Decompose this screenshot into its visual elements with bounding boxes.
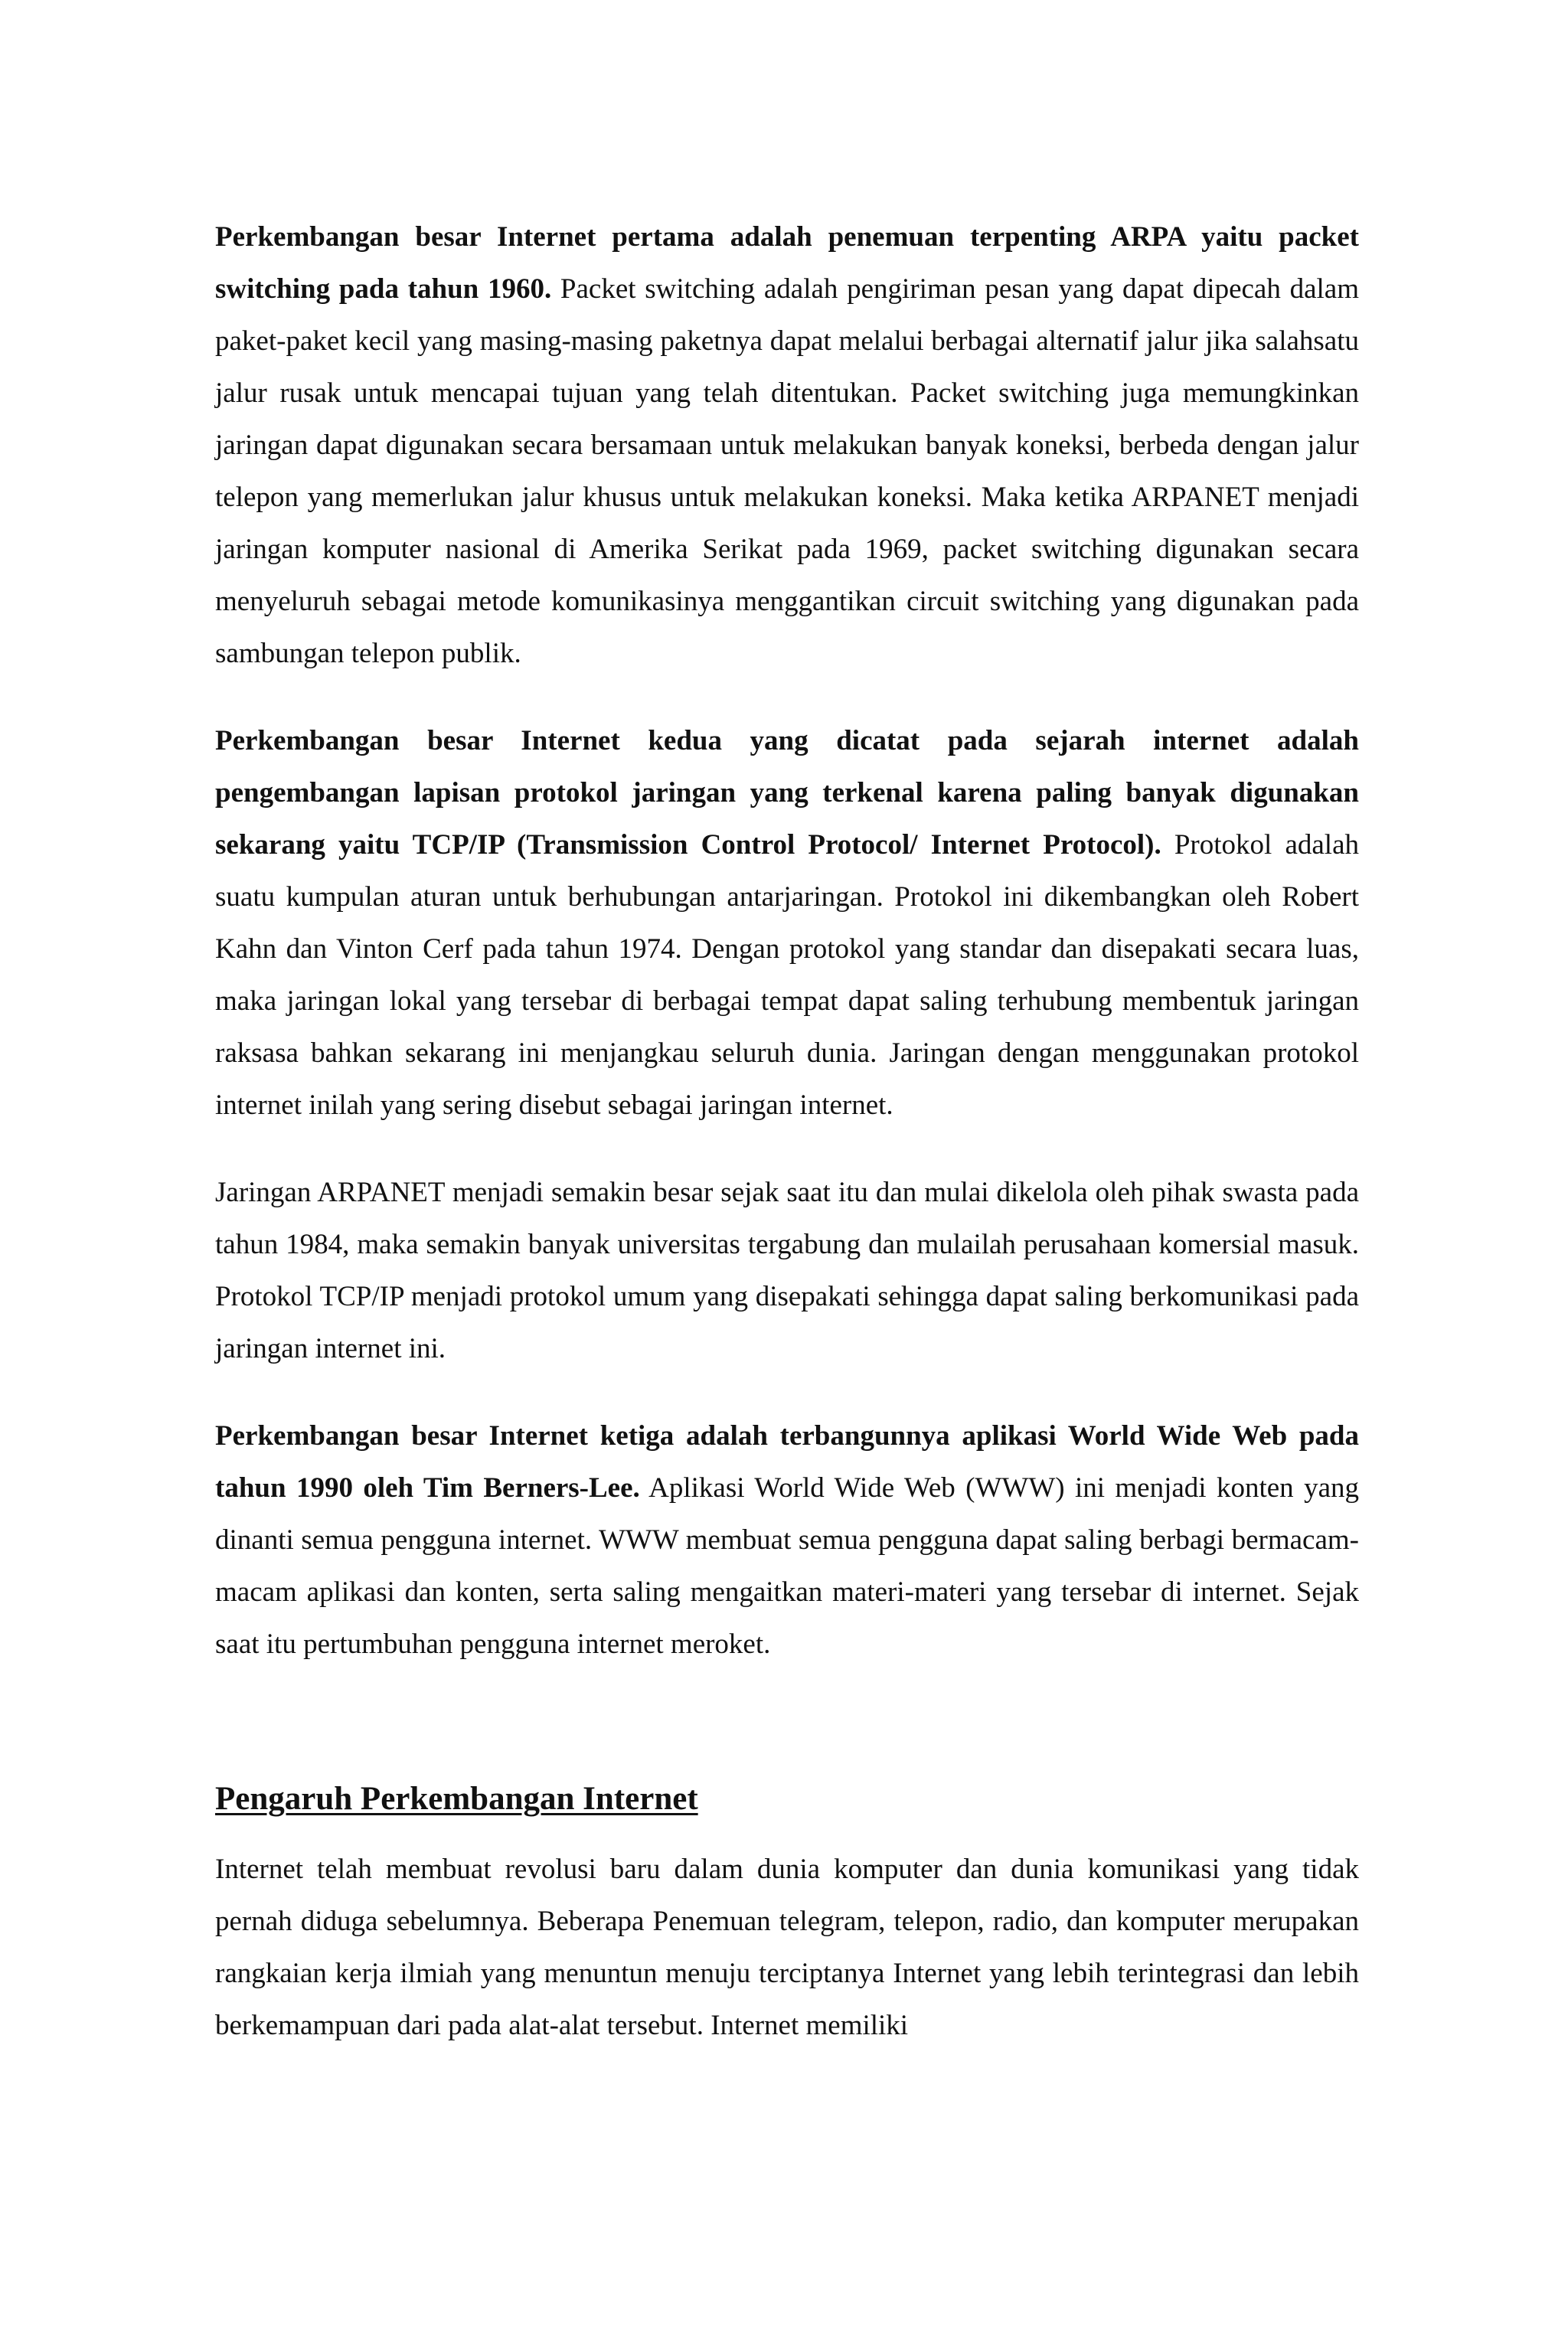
paragraph-body: Packet switching adalah pengiriman pesan yang dapat dipecah dalam paket-paket kecil yang masing-masing paketnya dapat melalui berbagai alternatif jalur jika salahsatu jalur rusak untuk mencapai tujuan yang telah ditentukan. Packet switching juga memungkinkan jaringan dapat digunakan secara bersamaan untuk melakukan banyak koneksi, berbeda dengan jalur telepon yang memerlukan jalur khusus untuk melakukan koneksi. Maka ketika ARPANET menjadi jaringan komputer nasional di Amerika Serikat pada 1969, packet switching digunakan secara menyeluruh sebagai metode komunikasinya menggantikan circuit switching yang digunakan pada sambungan telepon publik. xyxy=(215,273,1359,669)
paragraph-pengaruh-internet xyxy=(215,1844,1359,2052)
section-spacer xyxy=(215,1671,1359,1773)
paragraph-body: Internet telah membuat revolusi baru dalam dunia komputer dan dunia komunikasi yang tidak pernah diduga sebelumnya. Beberapa Penemuan telegram, telepon, radio, dan komputer merupakan rangkaian kerja ilmiah yang menuntun menuju terciptanya Internet yang lebih terintegrasi dan lebih berkemampuan dari pada alat-alat tersebut. Internet memiliki xyxy=(215,1854,1359,2041)
paragraph-lead-bold: Perkembangan besar Internet pertama adalah penemuan terpenting ARPA yaitu packet switching pada tahun 1960. xyxy=(215,221,1359,305)
paragraph-world-wide-web xyxy=(215,1410,1359,1671)
paragraph-packet-switching xyxy=(215,211,1359,680)
section-heading: Pengaruh Perkembangan Internet xyxy=(215,1781,698,1817)
paragraph-body: Jaringan ARPANET menjadi semakin besar sejak saat itu dan mulai dikelola oleh pihak swasta pada tahun 1984, maka semakin banyak universitas tergabung dan mulailah perusahaan komersial masuk. Protokol TCP/IP menjadi protokol umum yang disepakati sehingga dapat saling berkomunikasi pada jaringan internet ini. xyxy=(215,1177,1359,1364)
paragraph-body: Protokol adalah suatu kumpulan aturan untuk berhubungan antarjaringan. Protokol ini dikembangkan oleh Robert Kahn dan Vinton Cerf pada tahun 1974. Dengan protokol yang standar dan disepakati secara luas, maka jaringan lokal yang tersebar di berbagai tempat dapat saling terhubung membentuk jaringan raksasa bahkan sekarang ini menjangkau seluruh dunia. Jaringan dengan menggunakan protokol internet inilah yang sering disebut sebagai jaringan internet. xyxy=(215,829,1359,1121)
paragraph-tcp-ip xyxy=(215,715,1359,1132)
paragraph-arpanet-growth xyxy=(215,1167,1359,1375)
paragraph-lead-bold: Perkembangan besar Internet kedua yang dicatat pada sejarah internet adalah pengembangan lapisan protokol jaringan yang terkenal karena paling banyak digunakan sekarang yaitu TCP/IP (Transmission Control Protocol/ Internet Protocol). xyxy=(215,725,1359,861)
document-page xyxy=(215,211,1359,2052)
paragraph-body: Aplikasi World Wide Web (WWW) ini menjadi konten yang dinanti semua pengguna internet. WWW membuat semua pengguna dapat saling berbagi bermacam-macam aplikasi dan konten, serta saling mengaitkan materi-materi yang tersebar di internet. Sejak saat itu pertumbuhan pengguna internet meroket. xyxy=(215,1472,1359,1660)
paragraph-lead-bold: Perkembangan besar Internet ketiga adalah terbangunnya aplikasi World Wide Web pada tahun 1990 oleh Tim Berners-Lee. xyxy=(215,1420,1359,1504)
